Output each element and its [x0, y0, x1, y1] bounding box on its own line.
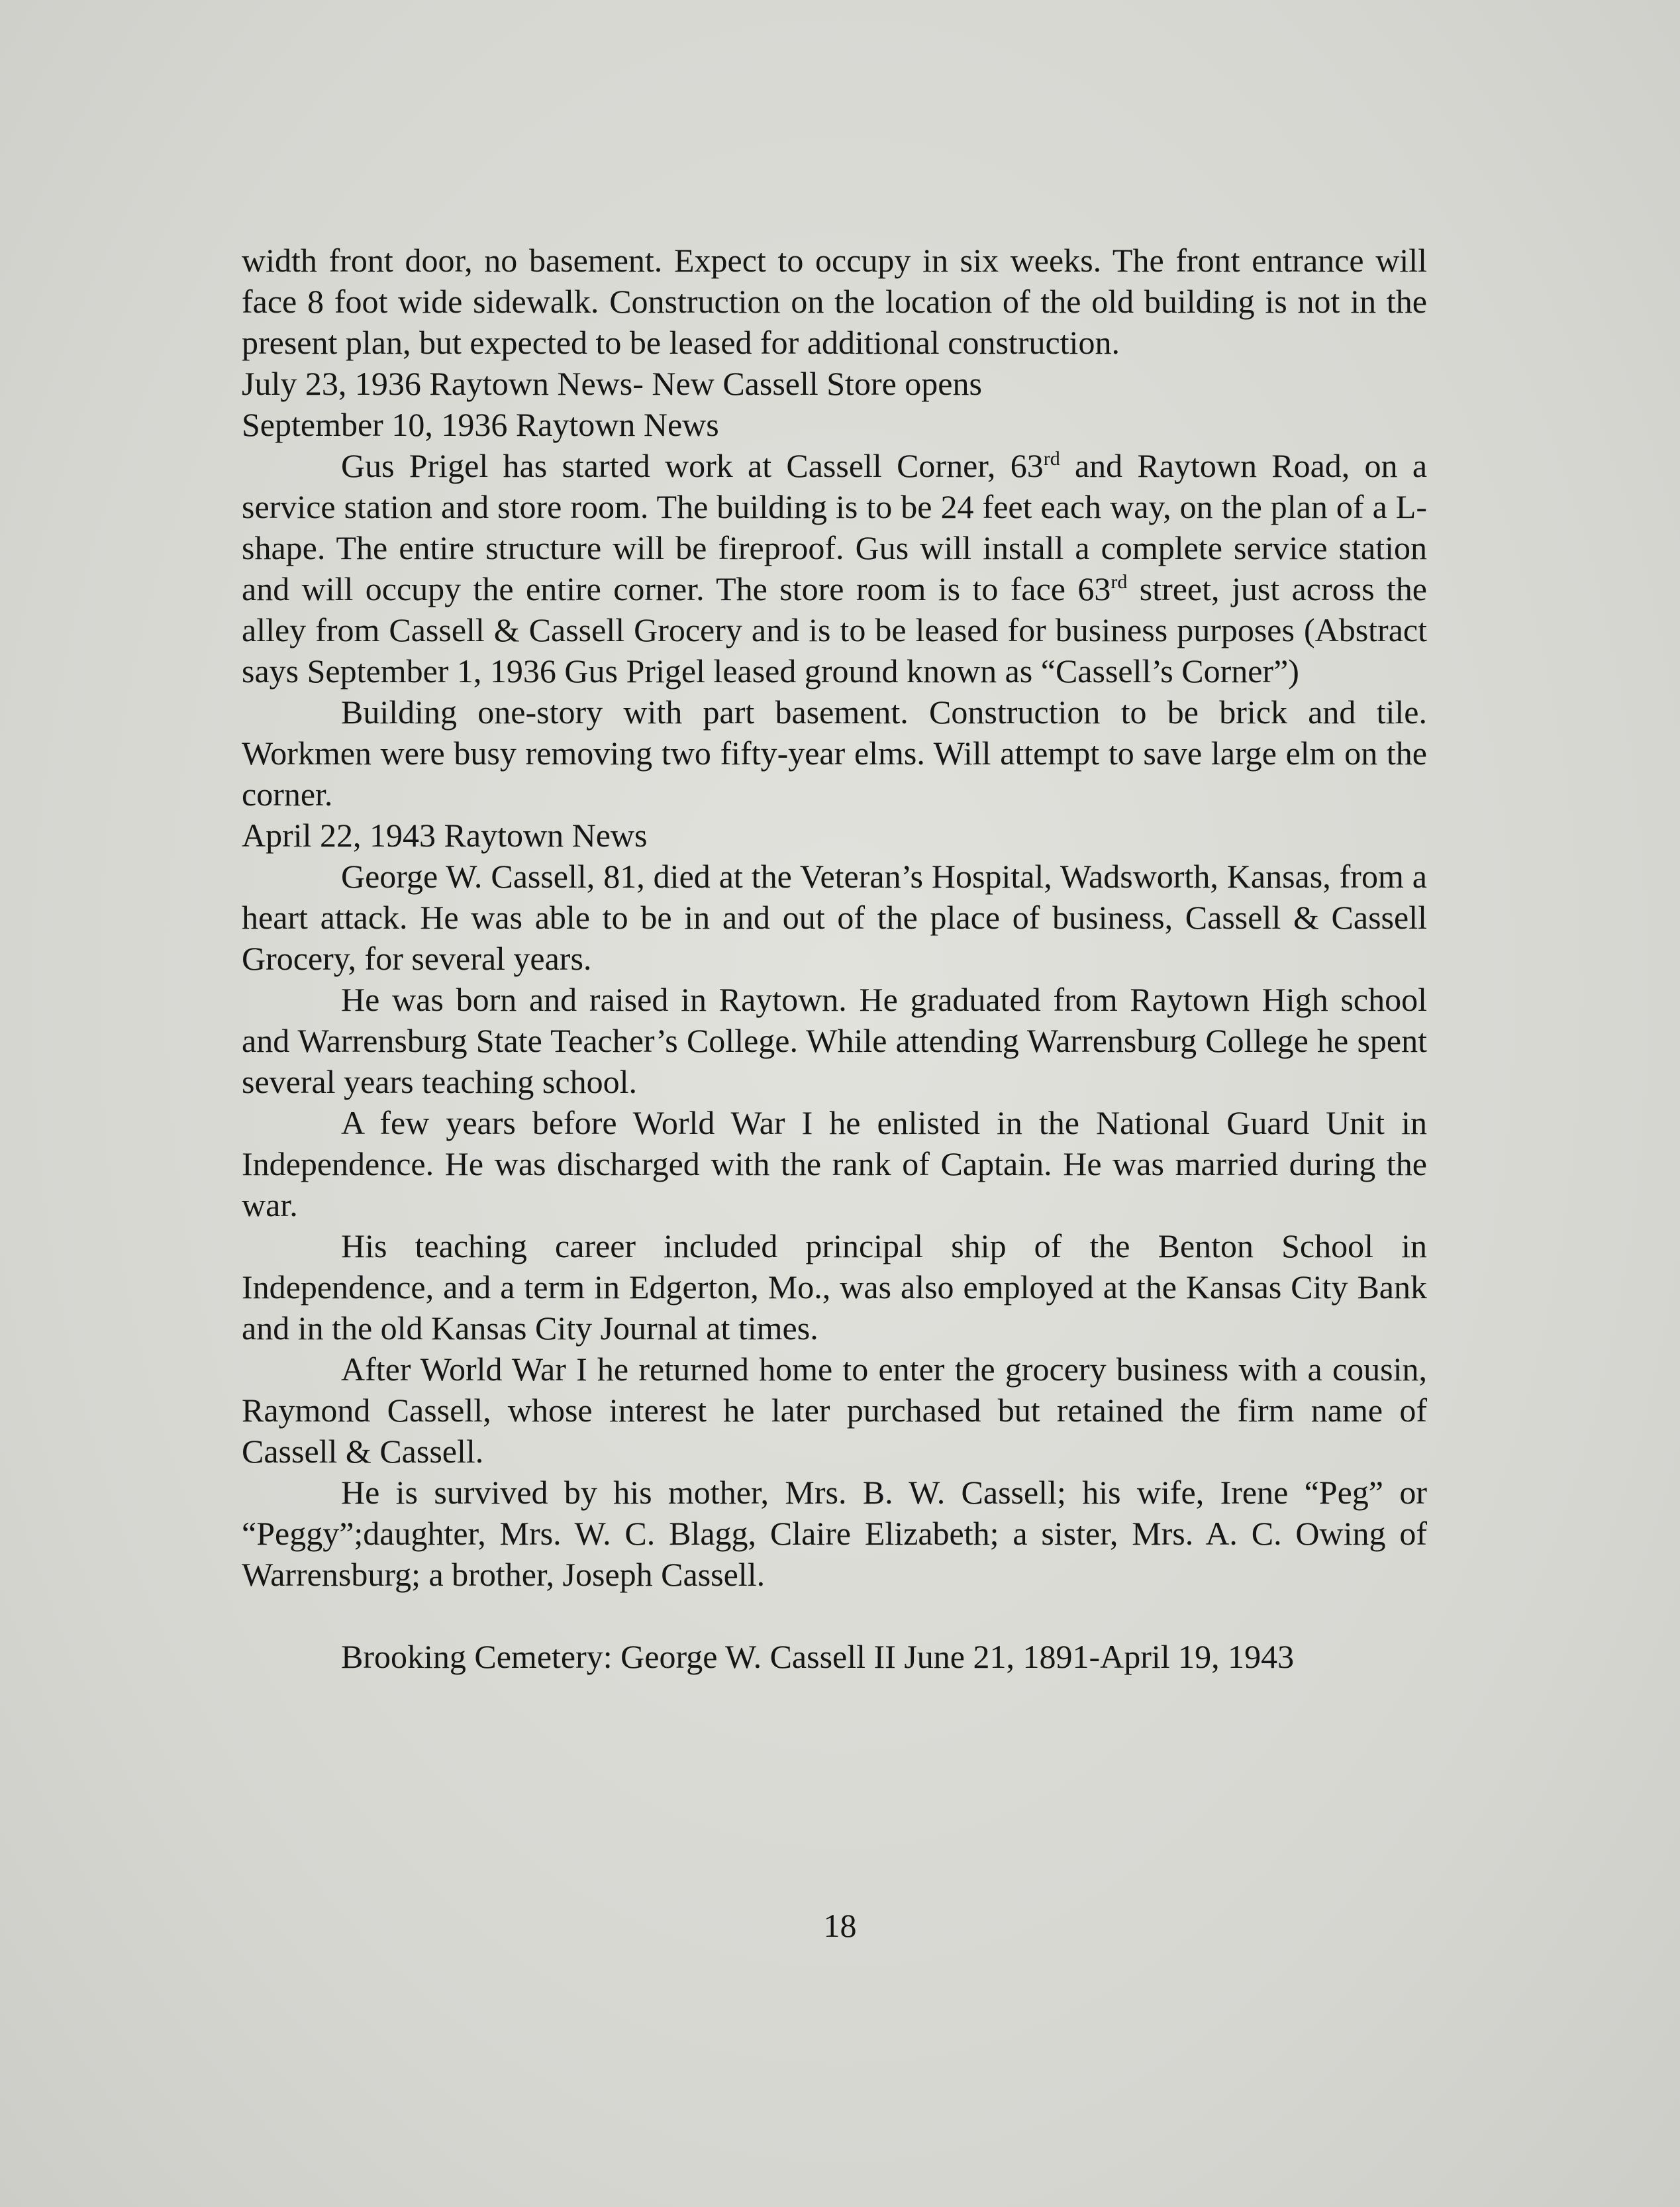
text-segment: street, just across the alley from Cassell & Cassell Grocery and is to be leased for business purposes (Abstract says September 1, 1936 Gus Prigel leased ground known as “Cassell’s Corner”) [242, 570, 1427, 690]
cemetery-line: Brooking Cemetery: George W. Cassell II June 21, 1891-April 19, 1943 [341, 1638, 1295, 1675]
april-1943-paragraph-2: He was born and raised in Raytown. He graduated from Raytown High school and Warrensburg State Teacher’s College. While attending Warrensburg College he spent several years teaching school. [242, 981, 1427, 1100]
july-1936-heading: July 23, 1936 Raytown News- New Cassell Store opens [242, 365, 982, 402]
document-body [242, 240, 1427, 1677]
april-1943-paragraph-4: His teaching career included principal ship of the Benton School in Independence, and a term in Edgerton, Mo., was also employed at the Kansas City Bank and in the old Kansas City Journal at times. [242, 1227, 1427, 1347]
ordinal-superscript: rd [1111, 571, 1128, 593]
april-1943-paragraph-1: George W. Cassell, 81, died at the Veteran’s Hospital, Wadsworth, Kansas, from a heart attack. He was able to be in and out of the place of business, Cassell & Cassell Grocery, for several years. [242, 858, 1427, 977]
ordinal-superscript: rd [1043, 448, 1060, 470]
april-1943-paragraph-6: He is survived by his mother, Mrs. B. W. Cassell; his wife, Irene “Peg” or “Peggy”;daughter, Mrs. W. C. Blagg, Claire Elizabeth; a sister, Mrs. A. C. Owing of Warrensburg; a brother, Joseph Cassell. [242, 1474, 1427, 1593]
intro-paragraph: width front door, no basement. Expect to occupy in six weeks. The front entrance will face 8 foot wide sidewalk. Construction on the location of the old building is not in the present plan, but expected to be leased for additional construction. [242, 242, 1427, 361]
page-number: 18 [823, 1907, 857, 1944]
april-1943-paragraph-5: After World War I he returned home to enter the grocery business with a cousin, Raymond Cassell, whose interest he later purchased but retained the firm name of Cassell & Cassell. [242, 1351, 1427, 1470]
text-segment: and Raytown Road, on a service station and store room. The building is to be 24 feet each way, on the plan of a L-shape. The entire structure will be fireproof. Gus will install a complete service station and will occupy the entire corner. The store room is to face 63 [242, 447, 1428, 607]
september-1936-paragraph-1 [242, 445, 1427, 692]
september-1936-paragraph-2: Building one-story with part basement. Construction to be brick and tile. Workmen were busy removing two fifty-year elms. Will attempt to save large elm on the corner. [242, 693, 1427, 813]
september-1936-heading: September 10, 1936 Raytown News [242, 406, 719, 443]
text-segment: Gus Prigel has started work at Cassell Corner, 63 [341, 447, 1044, 484]
april-1943-paragraph-3: A few years before World War I he enlisted in the National Guard Unit in Independence. He was discharged with the rank of Captain. He was married during the war. [242, 1104, 1427, 1223]
april-1943-heading: April 22, 1943 Raytown News [242, 817, 648, 854]
